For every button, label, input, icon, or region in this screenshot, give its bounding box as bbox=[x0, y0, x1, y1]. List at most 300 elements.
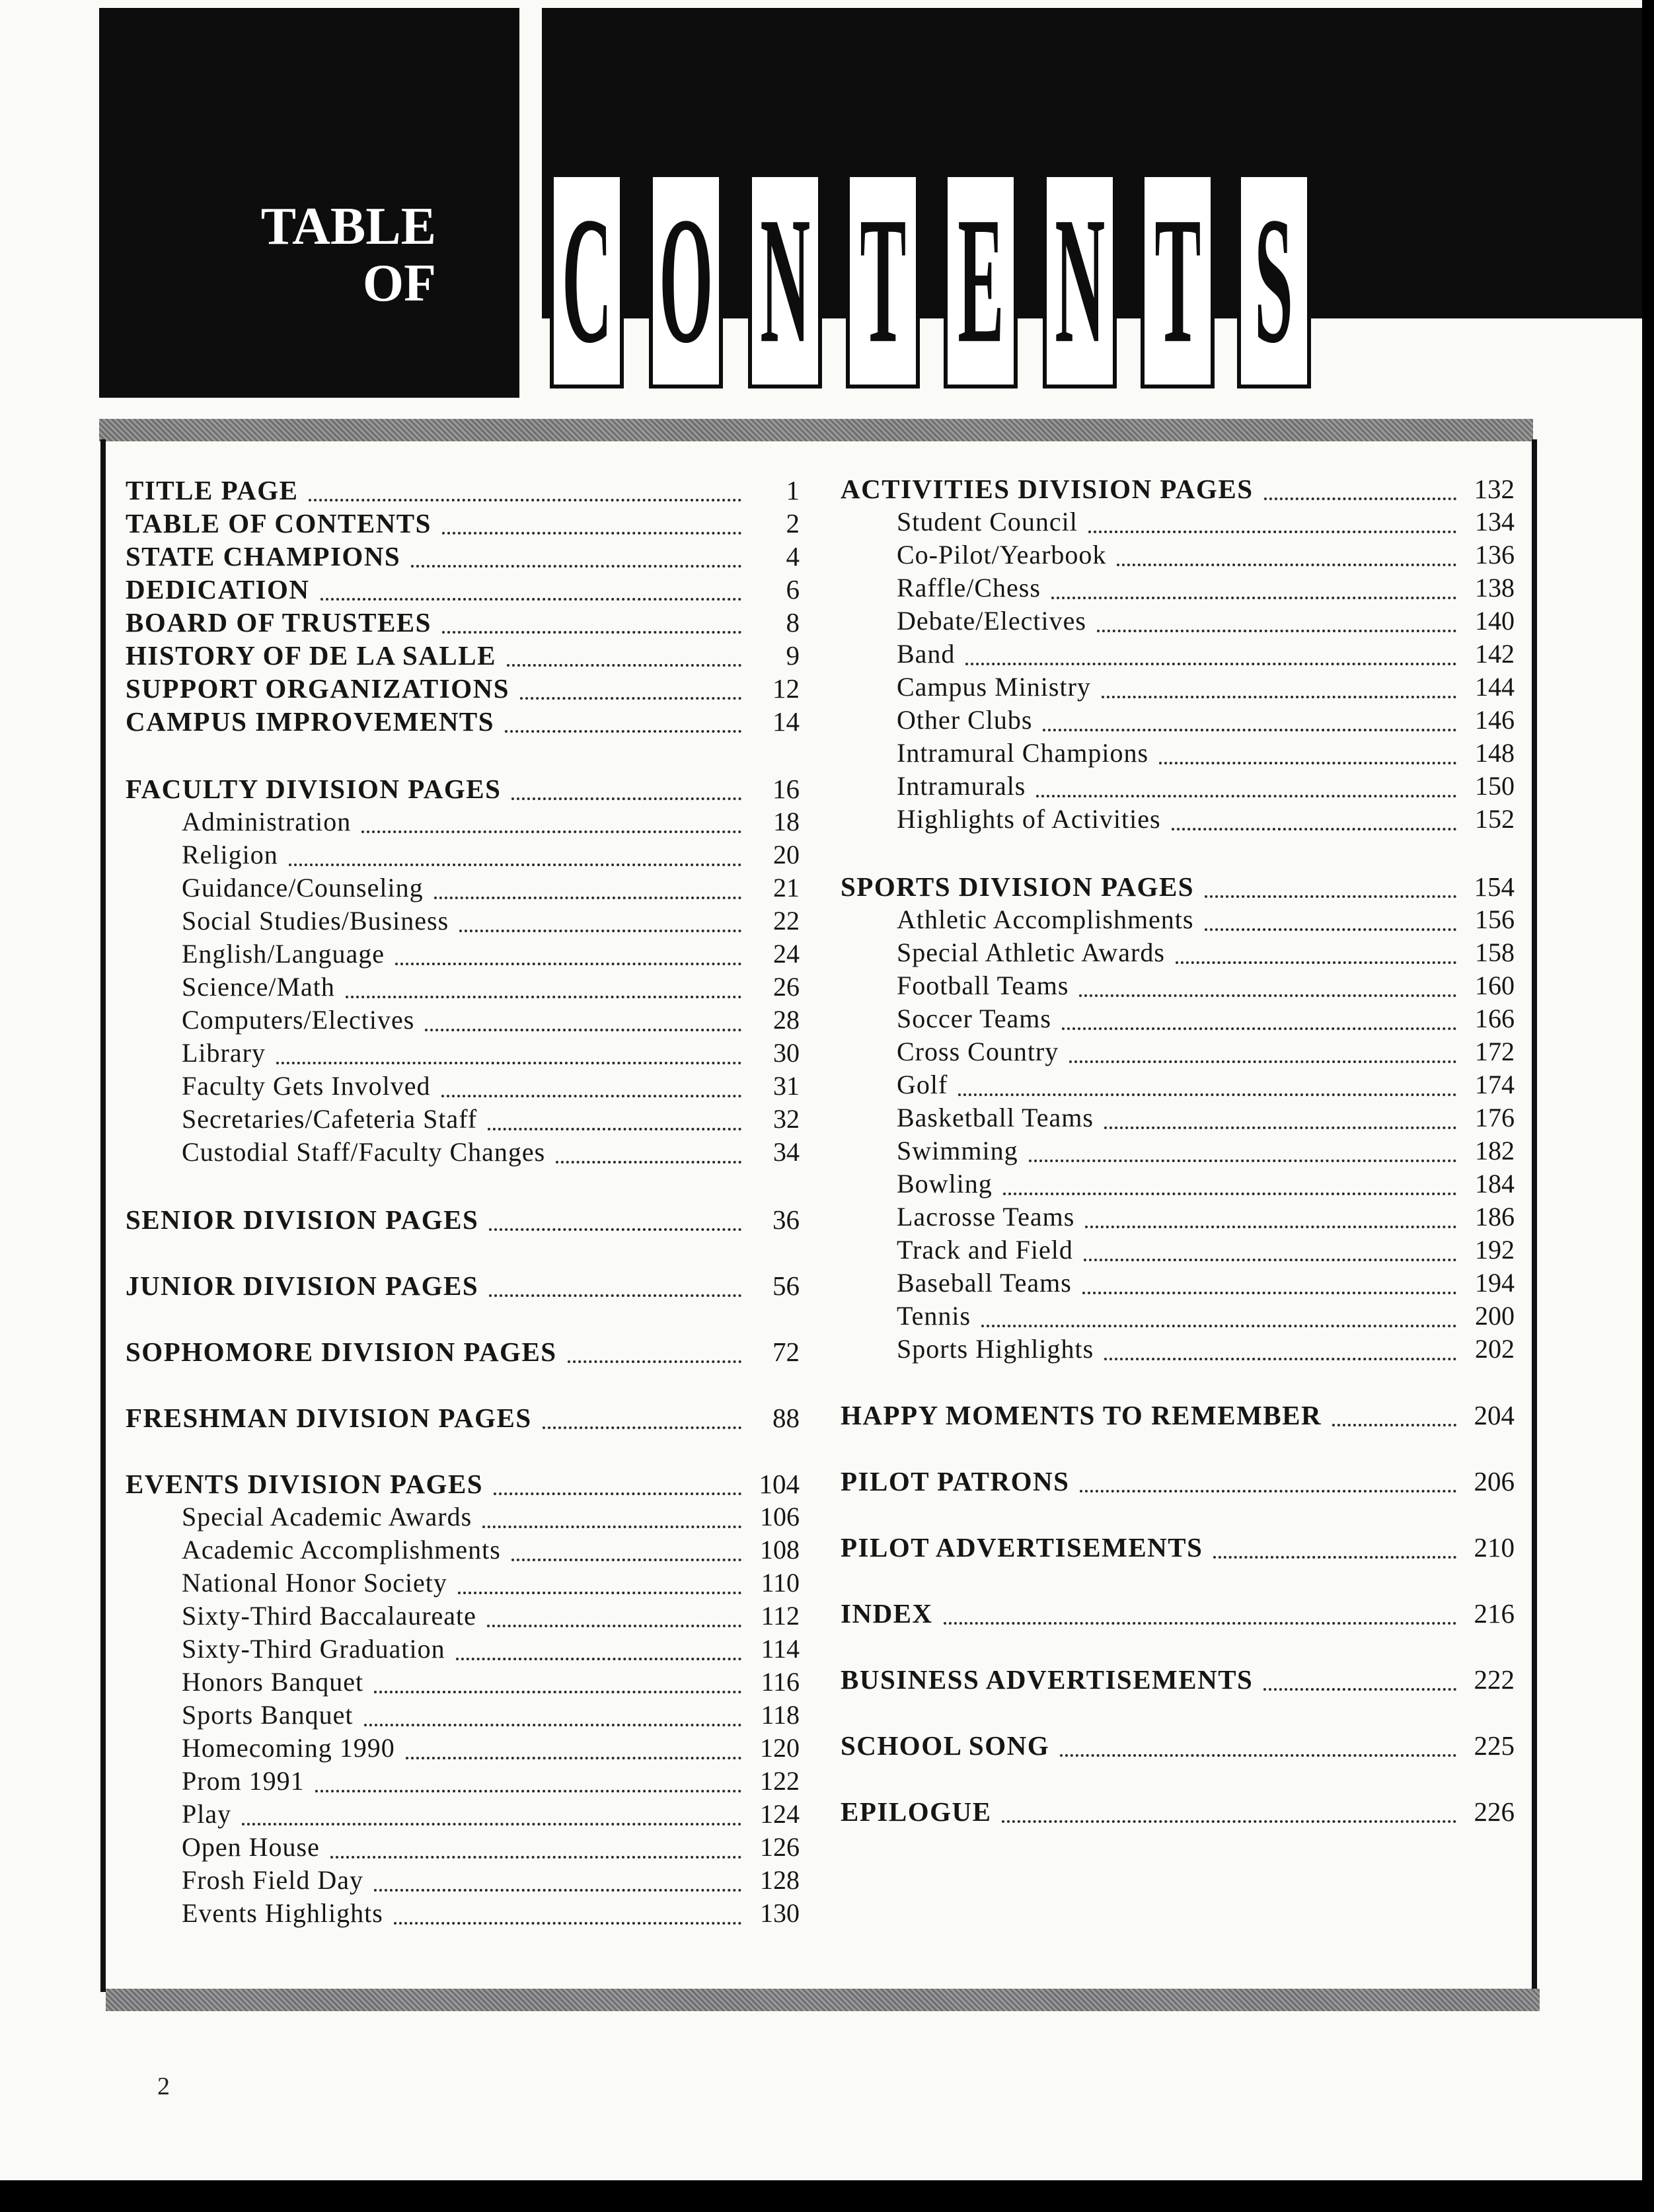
toc-subsection-entry bbox=[841, 704, 1515, 736]
dot-leader bbox=[1172, 824, 1456, 830]
toc-subsection-entry bbox=[841, 1300, 1515, 1332]
toc-entry-label: BOARD OF TRUSTEES bbox=[126, 607, 432, 638]
toc-subsection-entry bbox=[841, 1201, 1515, 1233]
contents-letter-box bbox=[1237, 173, 1311, 388]
dot-leader bbox=[494, 1489, 741, 1495]
dot-leader bbox=[1332, 1420, 1456, 1426]
contents-letter-box bbox=[748, 173, 822, 388]
toc-section-entry bbox=[841, 1531, 1515, 1563]
toc-entry-page-number: 20 bbox=[773, 840, 800, 869]
table-of-line-1: TABLE bbox=[260, 198, 436, 256]
dot-leader bbox=[1029, 1156, 1456, 1162]
toc-subsection-entry bbox=[841, 539, 1515, 571]
dot-leader bbox=[1084, 1255, 1456, 1261]
toc-section-entry bbox=[841, 1465, 1515, 1497]
toc-entry-label: Student Council bbox=[897, 507, 1078, 536]
toc-section-entry bbox=[126, 607, 800, 638]
toc-entry-page-number: 112 bbox=[761, 1601, 800, 1631]
dot-leader bbox=[361, 827, 741, 833]
toc-subsection-entry bbox=[126, 1798, 800, 1830]
toc-entry-label: Prom 1991 bbox=[182, 1766, 305, 1796]
toc-subsection-entry bbox=[841, 1135, 1515, 1167]
dot-leader bbox=[1104, 1354, 1456, 1360]
toc-entry-page-number: 32 bbox=[773, 1104, 800, 1134]
toc-entry-page-number: 24 bbox=[773, 939, 800, 969]
toc-entry-label: Baseball Teams bbox=[897, 1268, 1072, 1298]
contents-letter-box bbox=[1043, 173, 1117, 388]
dot-leader bbox=[965, 659, 1456, 665]
toc-subsection-entry bbox=[126, 1600, 800, 1632]
toc-entry-label: Basketball Teams bbox=[897, 1103, 1094, 1132]
toc-section-entry bbox=[126, 540, 800, 572]
toc-entry-label: Administration bbox=[182, 807, 352, 836]
toc-entry-label: Intramurals bbox=[897, 771, 1026, 801]
dot-leader bbox=[489, 1224, 741, 1231]
dot-leader bbox=[289, 860, 741, 866]
toc-entry-page-number: 4 bbox=[786, 541, 800, 571]
contents-letter-row bbox=[542, 173, 1315, 398]
contents-letter: C bbox=[562, 180, 612, 381]
dot-leader bbox=[1097, 626, 1456, 632]
toc-entry-page-number: 186 bbox=[1475, 1202, 1515, 1232]
dot-leader bbox=[1082, 1288, 1456, 1294]
toc-entry-page-number: 136 bbox=[1475, 540, 1515, 570]
toc-subsection-entry bbox=[126, 1567, 800, 1599]
dot-leader bbox=[320, 594, 742, 601]
toc-entry-label: Debate/Electives bbox=[897, 606, 1086, 636]
toc-entry-page-number: 174 bbox=[1475, 1070, 1515, 1099]
table-of-line-2: OF bbox=[362, 254, 436, 313]
toc-entry-page-number: 200 bbox=[1475, 1301, 1515, 1331]
dot-leader bbox=[1043, 725, 1456, 731]
toc-entry-label: Sixty-Third Baccalaureate bbox=[182, 1601, 476, 1631]
toc-entry-label: Play bbox=[182, 1799, 232, 1829]
toc-subsection-entry bbox=[126, 872, 800, 904]
toc-subsection-entry bbox=[841, 737, 1515, 769]
toc-entry-label: Guidance/Counseling bbox=[182, 873, 424, 903]
toc-section-entry bbox=[126, 640, 800, 671]
dot-leader bbox=[406, 1753, 741, 1759]
toc-entry-label: English/Language bbox=[182, 939, 385, 969]
toc-entry-page-number: 122 bbox=[760, 1766, 800, 1796]
toc-subsection-entry bbox=[841, 1234, 1515, 1266]
toc-entry-label: SPORTS DIVISION PAGES bbox=[841, 871, 1195, 902]
dot-leader bbox=[1176, 957, 1456, 964]
toc-entry-label: HISTORY OF DE LA SALLE bbox=[126, 640, 496, 671]
toc-entry-page-number: 192 bbox=[1475, 1235, 1515, 1265]
toc-entry-label: Co-Pilot/Yearbook bbox=[897, 540, 1107, 570]
frame-left-rule bbox=[100, 439, 106, 1992]
toc-entry-page-number: 21 bbox=[773, 873, 800, 903]
toc-section-entry bbox=[126, 474, 800, 506]
contents-letter: N bbox=[1055, 180, 1105, 381]
toc-subsection-entry bbox=[126, 839, 800, 871]
dot-leader bbox=[505, 726, 741, 733]
dot-leader bbox=[1205, 924, 1457, 931]
toc-section-entry bbox=[126, 1270, 800, 1302]
toc-entry-label: Soccer Teams bbox=[897, 1004, 1051, 1033]
dot-leader bbox=[489, 1290, 741, 1297]
toc-entry-label: Special Academic Awards bbox=[182, 1502, 472, 1531]
toc-entry-page-number: 140 bbox=[1475, 606, 1515, 636]
toc-entry-page-number: 56 bbox=[772, 1271, 800, 1301]
toc-entry-label: Special Athletic Awards bbox=[897, 938, 1165, 967]
toc-entry-page-number: 6 bbox=[786, 574, 800, 605]
dot-leader bbox=[1069, 1056, 1456, 1063]
toc-subsection-entry bbox=[841, 572, 1515, 604]
toc-entry-label: Raffle/Chess bbox=[897, 573, 1041, 603]
toc-subsection-entry bbox=[126, 1666, 800, 1698]
toc-entry-page-number: 110 bbox=[761, 1568, 800, 1598]
toc-entry-label: Swimming bbox=[897, 1136, 1018, 1165]
dot-leader bbox=[1062, 1023, 1456, 1030]
toc-entry-page-number: 114 bbox=[761, 1634, 800, 1664]
dot-leader bbox=[488, 1124, 741, 1130]
dot-leader bbox=[441, 1091, 742, 1097]
toc-entry-label: Tennis bbox=[897, 1301, 971, 1331]
toc-entry-page-number: 152 bbox=[1475, 804, 1515, 834]
dot-leader bbox=[395, 959, 741, 965]
toc-entry-label: Sports Banquet bbox=[182, 1700, 354, 1730]
toc-entry-page-number: 202 bbox=[1475, 1334, 1515, 1364]
toc-entry-page-number: 138 bbox=[1475, 573, 1515, 603]
toc-entry-page-number: 204 bbox=[1474, 1400, 1515, 1430]
toc-entry-page-number: 150 bbox=[1475, 771, 1515, 801]
dot-leader bbox=[1036, 791, 1456, 797]
toc-subsection-entry bbox=[841, 506, 1515, 538]
dot-leader bbox=[507, 660, 741, 667]
toc-entry-label: PILOT ADVERTISEMENTS bbox=[841, 1532, 1203, 1563]
toc-entry-label: INDEX bbox=[841, 1598, 933, 1629]
toc-subsection-entry bbox=[841, 937, 1515, 969]
toc-subsection-entry bbox=[126, 1037, 800, 1069]
toc-subsection-entry bbox=[126, 1699, 800, 1731]
contents-letter-box bbox=[1141, 173, 1215, 388]
toc-section-entry bbox=[126, 706, 800, 737]
toc-entry-label: EPILOGUE bbox=[841, 1796, 992, 1827]
toc-subsection-entry bbox=[841, 970, 1515, 1002]
toc-entry-page-number: 222 bbox=[1474, 1664, 1515, 1695]
dot-leader bbox=[330, 1852, 741, 1859]
toc-section-entry bbox=[126, 1336, 800, 1368]
toc-entry-page-number: 88 bbox=[772, 1403, 800, 1433]
toc-entry-label: BUSINESS ADVERTISEMENTS bbox=[841, 1664, 1254, 1695]
dot-leader bbox=[411, 561, 741, 568]
toc-entry-page-number: 34 bbox=[773, 1137, 800, 1167]
toc-entry-label: National Honor Society bbox=[182, 1568, 447, 1598]
toc-entry-label: Golf bbox=[897, 1070, 948, 1099]
toc-subsection-entry bbox=[126, 1633, 800, 1665]
dot-leader bbox=[1003, 1189, 1456, 1195]
toc-entry-page-number: 216 bbox=[1474, 1598, 1515, 1629]
toc-entry-page-number: 160 bbox=[1475, 971, 1515, 1000]
dot-leader bbox=[1102, 692, 1456, 698]
toc-entry-page-number: 176 bbox=[1475, 1103, 1515, 1132]
toc-subsection-entry bbox=[126, 1004, 800, 1036]
dot-leader bbox=[1088, 527, 1456, 533]
toc-section-entry bbox=[126, 507, 800, 539]
dot-leader bbox=[458, 1588, 741, 1594]
dot-leader bbox=[309, 495, 741, 501]
toc-entry-page-number: 130 bbox=[760, 1898, 800, 1928]
toc-entry-label: Honors Banquet bbox=[182, 1667, 364, 1697]
toc-entry-label: EVENTS DIVISION PAGES bbox=[126, 1469, 484, 1499]
dot-leader bbox=[981, 1321, 1456, 1327]
toc-section-entry bbox=[126, 773, 800, 805]
toc-entry-page-number: 120 bbox=[760, 1733, 800, 1763]
toc-entry-label: FRESHMAN DIVISION PAGES bbox=[126, 1403, 532, 1433]
dot-leader bbox=[511, 1555, 741, 1561]
toc-entry-page-number: 118 bbox=[761, 1700, 800, 1730]
toc-subsection-entry bbox=[126, 1898, 800, 1929]
toc-subsection-entry bbox=[841, 770, 1515, 802]
dot-leader bbox=[511, 793, 741, 800]
toc-entry-label: Sixty-Third Graduation bbox=[182, 1634, 445, 1664]
toc-subsection-entry bbox=[841, 1036, 1515, 1068]
toc-subsection-entry bbox=[841, 1168, 1515, 1200]
dot-leader bbox=[364, 1720, 741, 1726]
dot-leader bbox=[487, 1621, 741, 1627]
toc-subsection-entry bbox=[841, 1102, 1515, 1134]
toc-entry-label: JUNIOR DIVISION PAGES bbox=[126, 1271, 479, 1301]
toc-section-entry bbox=[126, 673, 800, 704]
toc-entry-label: Library bbox=[182, 1038, 266, 1068]
toc-entry-label: Track and Field bbox=[897, 1235, 1073, 1265]
toc-entry-label: SENIOR DIVISION PAGES bbox=[126, 1204, 479, 1235]
toc-subsection-entry bbox=[126, 1864, 800, 1896]
dot-leader bbox=[1079, 990, 1456, 997]
dot-leader bbox=[459, 926, 741, 932]
toc-entry-page-number: 166 bbox=[1475, 1004, 1515, 1033]
page-number: 2 bbox=[157, 2073, 170, 2100]
toc-entry-page-number: 210 bbox=[1474, 1532, 1515, 1563]
toc-entry-page-number: 206 bbox=[1474, 1466, 1515, 1496]
toc-section-entry bbox=[126, 1402, 800, 1434]
toc-entry-label: SCHOOL SONG bbox=[841, 1730, 1050, 1761]
dot-leader bbox=[442, 627, 741, 634]
toc-entry-page-number: 226 bbox=[1474, 1796, 1515, 1827]
toc-subsection-entry bbox=[841, 1267, 1515, 1299]
bottom-gray-band bbox=[106, 1989, 1540, 2011]
toc-entry-page-number: 36 bbox=[772, 1204, 800, 1235]
toc-entry-label: Football Teams bbox=[897, 971, 1069, 1000]
toc-section-entry bbox=[841, 1664, 1515, 1695]
dot-leader bbox=[482, 1522, 741, 1528]
dot-leader bbox=[1060, 1750, 1456, 1757]
dot-leader bbox=[394, 1918, 741, 1925]
toc-subsection-entry bbox=[126, 1070, 800, 1102]
toc-entry-label: Athletic Accomplishments bbox=[897, 904, 1194, 934]
toc-entry-page-number: 146 bbox=[1475, 705, 1515, 735]
toc-entry-label: HAPPY MOMENTS TO REMEMBER bbox=[841, 1400, 1322, 1430]
dot-leader bbox=[556, 1157, 741, 1163]
toc-entry-label: Campus Ministry bbox=[897, 672, 1091, 702]
toc-subsection-entry bbox=[841, 1069, 1515, 1101]
toc-entry-label: ACTIVITIES DIVISION PAGES bbox=[841, 474, 1254, 504]
toc-subsection-entry bbox=[841, 1333, 1515, 1365]
toc-entry-label: SOPHOMORE DIVISION PAGES bbox=[126, 1337, 557, 1367]
toc-subsection-entry bbox=[126, 1103, 800, 1135]
toc-subsection-entry bbox=[841, 671, 1515, 703]
toc-entry-page-number: 22 bbox=[773, 906, 800, 936]
toc-entry-page-number: 26 bbox=[773, 972, 800, 1002]
toc-entry-page-number: 31 bbox=[773, 1071, 800, 1101]
toc-section-entry bbox=[126, 573, 800, 605]
toc-entry-label: Intramural Champions bbox=[897, 738, 1149, 768]
frame-right-rule bbox=[1532, 439, 1537, 1992]
toc-subsection-entry bbox=[841, 803, 1515, 835]
toc-entry-label: Highlights of Activities bbox=[897, 804, 1161, 834]
contents-letter: N bbox=[760, 180, 810, 381]
toc-entry-label: Events Highlights bbox=[182, 1898, 383, 1928]
toc-entry-label: Secretaries/Cafeteria Staff bbox=[182, 1104, 478, 1134]
dot-leader bbox=[374, 1687, 741, 1693]
toc-entry-label: SUPPORT ORGANIZATIONS bbox=[126, 673, 509, 704]
dot-leader bbox=[425, 1025, 741, 1031]
toc-entry-label: Social Studies/Business bbox=[182, 906, 449, 936]
dot-leader bbox=[1205, 891, 1456, 898]
toc-entry-page-number: 128 bbox=[760, 1865, 800, 1895]
dot-leader bbox=[543, 1422, 741, 1429]
toc-entry-page-number: 8 bbox=[786, 607, 800, 638]
toc-entry-page-number: 134 bbox=[1475, 507, 1515, 536]
toc-entry-page-number: 158 bbox=[1475, 938, 1515, 967]
dot-leader bbox=[568, 1356, 741, 1363]
toc-section-entry bbox=[126, 1204, 800, 1235]
toc-entry-page-number: 225 bbox=[1474, 1730, 1515, 1761]
toc-entry-label: TITLE PAGE bbox=[126, 475, 299, 505]
toc-section-entry bbox=[841, 473, 1515, 505]
dot-leader bbox=[315, 1786, 741, 1792]
toc-entry-page-number: 194 bbox=[1475, 1268, 1515, 1298]
toc-entry-label: Open House bbox=[182, 1832, 320, 1862]
toc-entry-label: STATE CHAMPIONS bbox=[126, 541, 401, 571]
toc-entry-label: Custodial Staff/Faculty Changes bbox=[182, 1137, 546, 1167]
toc-entry-label: Homecoming 1990 bbox=[182, 1733, 395, 1763]
toc-section-entry bbox=[841, 1399, 1515, 1431]
toc-subsection-entry bbox=[841, 904, 1515, 936]
dot-leader bbox=[958, 1089, 1456, 1096]
toc-entry-page-number: 156 bbox=[1475, 904, 1515, 934]
toc-section-entry bbox=[126, 1468, 800, 1500]
toc-entry-label: Frosh Field Day bbox=[182, 1865, 363, 1895]
dot-leader bbox=[1213, 1552, 1456, 1559]
dot-leader bbox=[944, 1618, 1456, 1625]
contents-letter: E bbox=[957, 180, 1004, 381]
contents-letter: T bbox=[859, 180, 907, 381]
toc-subsection-entry bbox=[841, 605, 1515, 637]
toc-entry-label: TABLE OF CONTENTS bbox=[126, 508, 432, 538]
toc-entry-page-number: 184 bbox=[1475, 1169, 1515, 1198]
toc-entry-page-number: 106 bbox=[760, 1502, 800, 1531]
toc-subsection-entry bbox=[126, 1831, 800, 1863]
toc-entry-page-number: 30 bbox=[773, 1038, 800, 1068]
toc-entry-page-number: 182 bbox=[1475, 1136, 1515, 1165]
toc-entry-label: CAMPUS IMPROVEMENTS bbox=[126, 706, 495, 737]
toc-entry-label: DEDICATION bbox=[126, 574, 310, 605]
toc-subsection-entry bbox=[126, 1732, 800, 1764]
dot-leader bbox=[456, 1654, 741, 1660]
toc-entry-page-number: 9 bbox=[786, 640, 800, 671]
toc-entry-page-number: 142 bbox=[1475, 639, 1515, 669]
toc-entry-label: Religion bbox=[182, 840, 278, 869]
toc-entry-label: Science/Math bbox=[182, 972, 335, 1002]
contents-letter-box bbox=[846, 173, 920, 388]
toc-section-entry bbox=[841, 1730, 1515, 1761]
dot-leader bbox=[1264, 494, 1456, 500]
toc-entry-page-number: 12 bbox=[772, 673, 800, 704]
toc-subsection-entry bbox=[841, 638, 1515, 670]
toc-entry-page-number: 144 bbox=[1475, 672, 1515, 702]
toc-entry-label: PILOT PATRONS bbox=[841, 1466, 1070, 1496]
top-gray-band bbox=[99, 419, 1533, 441]
toc-entry-page-number: 2 bbox=[786, 508, 800, 538]
toc-entry-page-number: 148 bbox=[1475, 738, 1515, 768]
toc-entry-page-number: 14 bbox=[772, 706, 800, 737]
dot-leader bbox=[1051, 593, 1456, 599]
toc-entry-label: FACULTY DIVISION PAGES bbox=[126, 774, 502, 804]
toc-entry-page-number: 124 bbox=[760, 1799, 800, 1829]
toc-subsection-entry bbox=[126, 1501, 800, 1533]
toc-subsection-entry bbox=[841, 1003, 1515, 1035]
contents-letter: T bbox=[1154, 180, 1201, 381]
contents-letter-box bbox=[944, 173, 1018, 388]
toc-entry-label: Computers/Electives bbox=[182, 1005, 415, 1035]
dot-leader bbox=[1159, 758, 1456, 764]
dot-leader bbox=[1080, 1486, 1456, 1493]
toc-entry-label: Bowling bbox=[897, 1169, 993, 1198]
contents-letter: S bbox=[1254, 180, 1294, 381]
dot-leader bbox=[346, 992, 741, 998]
toc-entry-label: Other Clubs bbox=[897, 705, 1033, 735]
dot-leader bbox=[276, 1058, 741, 1064]
dot-leader bbox=[1117, 560, 1456, 566]
toc-entry-page-number: 104 bbox=[759, 1469, 800, 1499]
toc-entry-page-number: 28 bbox=[773, 1005, 800, 1035]
toc-subsection-entry bbox=[126, 1765, 800, 1797]
toc-entry-label: Cross Country bbox=[897, 1037, 1059, 1066]
toc-subsection-entry bbox=[126, 1136, 800, 1168]
toc-entry-page-number: 18 bbox=[773, 807, 800, 836]
toc-subsection-entry bbox=[126, 971, 800, 1003]
dot-leader bbox=[520, 693, 741, 700]
toc-entry-label: Faculty Gets Involved bbox=[182, 1071, 431, 1101]
table-of-heading bbox=[225, 198, 436, 312]
toc-entry-page-number: 132 bbox=[1474, 474, 1515, 504]
dot-leader bbox=[1002, 1816, 1456, 1823]
dot-leader bbox=[442, 528, 741, 535]
dot-leader bbox=[1085, 1222, 1456, 1228]
toc-entry-label: Band bbox=[897, 639, 956, 669]
toc-entry-page-number: 16 bbox=[772, 774, 800, 804]
toc-entry-page-number: 126 bbox=[760, 1832, 800, 1862]
toc-subsection-entry bbox=[126, 1534, 800, 1566]
contents-letter: O bbox=[659, 180, 713, 381]
toc-entry-page-number: 72 bbox=[772, 1337, 800, 1367]
contents-letter-box bbox=[649, 173, 723, 388]
dot-leader bbox=[1263, 1684, 1456, 1691]
dot-leader bbox=[242, 1819, 741, 1825]
dot-leader bbox=[374, 1885, 741, 1892]
toc-subsection-entry bbox=[126, 938, 800, 970]
toc-section-entry bbox=[841, 1796, 1515, 1827]
toc-subsection-entry bbox=[126, 806, 800, 838]
toc-entry-page-number: 1 bbox=[786, 475, 800, 505]
toc-section-entry bbox=[841, 871, 1515, 903]
toc-entry-page-number: 172 bbox=[1475, 1037, 1515, 1066]
dot-leader bbox=[434, 893, 741, 899]
toc-entry-page-number: 154 bbox=[1474, 871, 1515, 902]
